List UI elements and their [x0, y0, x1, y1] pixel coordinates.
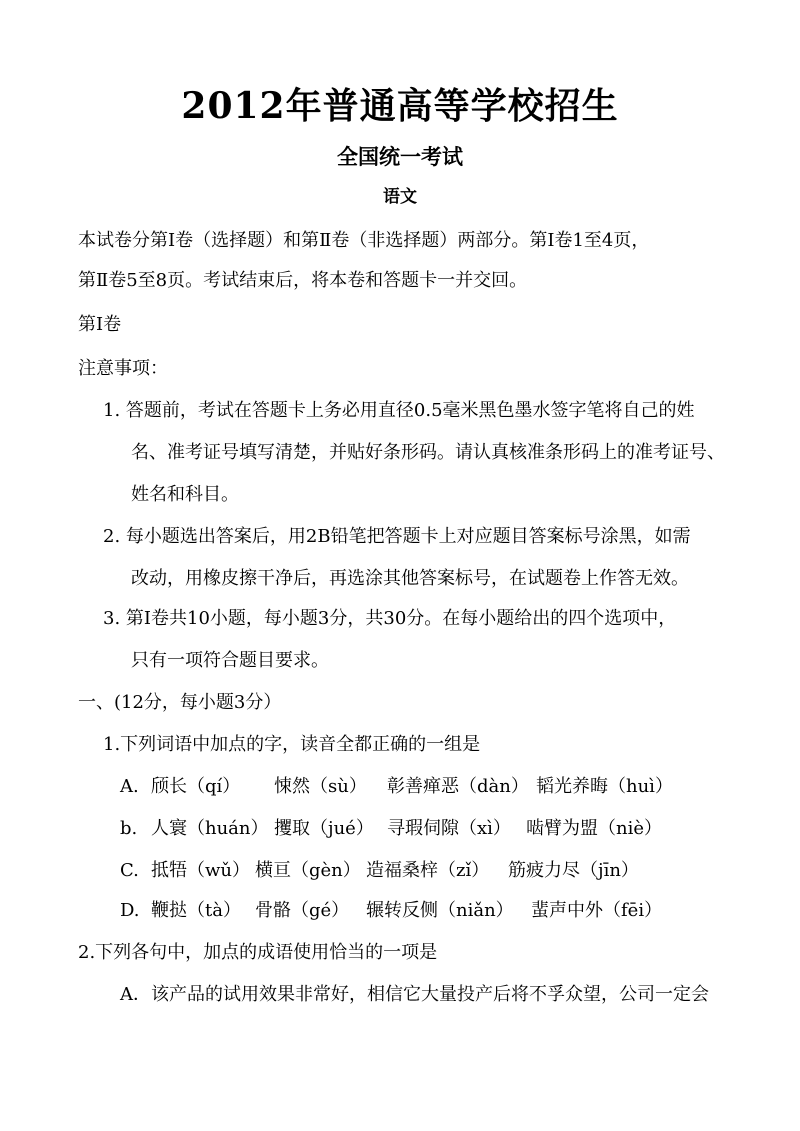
q1-option-c-item-4: 筋疲力尽（jīn） — [508, 860, 639, 881]
q1-option-c-item-3: 造福桑梓（zǐ） — [366, 860, 490, 881]
question-2-stem: 2.下列各句中，加点的成语使用恰当的一项是 — [78, 942, 438, 963]
note-1-line-3: 姓名和科目。 — [131, 484, 239, 505]
q1-option-b-item-4: 啮臂为盟（niè） — [526, 818, 663, 839]
q1-option-a-item-4: 韬光养晦（huì） — [536, 776, 673, 797]
part-label: 第Ⅰ卷 — [78, 314, 122, 335]
q1-option-a-label: A. — [120, 776, 139, 797]
note-2-line-1: 2. 每小题选出答案后，用2B铅笔把答题卡上对应题目答案标号涂黑，如需 — [103, 526, 691, 547]
q1-option-c-label: C. — [120, 860, 139, 881]
note-1-line-1: 1. 答题前，考试在答题卡上务必用直径0.5毫米黑色墨水签字笔将自己的姓 — [103, 400, 695, 421]
q1-option-b-item-1: 人寰（huán） — [151, 818, 269, 839]
q2-option-a: A．该产品的试用效果非常好，相信它大量投产后将不孚众望，公司一定会 — [120, 984, 709, 1005]
note-1-line-2: 名、准考证号填写清楚，并贴好条形码。请认真核准条形码上的准考证号、 — [131, 442, 725, 463]
q1-option-c-item-1: 抵牾（wǔ） — [151, 860, 250, 881]
intro-line-1: 本试卷分第Ⅰ卷（选择题）和第Ⅱ卷（非选择题）两部分。第Ⅰ卷1至4页， — [78, 230, 650, 251]
q1-option-d-item-4: 蜚声中外（fēi） — [531, 900, 663, 921]
q1-option-c-item-2: 横亘（gèn） — [255, 860, 361, 881]
section-1-heading: 一、(12分，每小题3分） — [78, 692, 282, 713]
q1-option-a-item-3: 彰善瘅恶（dàn） — [387, 776, 529, 797]
q1-option-d-item-3: 辗转反侧（niǎn） — [366, 900, 514, 921]
note-3-line-2: 只有一项符合题目要求。 — [131, 650, 329, 671]
notes-heading: 注意事项： — [78, 358, 168, 379]
q1-option-b-label: b. — [120, 818, 138, 839]
note-3-line-1: 3. 第Ⅰ卷共10小题，每小题3分，共30分。在每小题给出的四个选项中， — [103, 608, 677, 629]
q1-option-d-item-2: 骨骼（gé） — [255, 900, 350, 921]
document-title: 2012年普通高等学校招生 — [181, 85, 619, 127]
question-1-stem: 1.下列词语中加点的字，读音全都正确的一组是 — [103, 734, 481, 755]
q1-option-a-item-2: 悚然（sù） — [274, 776, 367, 797]
note-2-line-2: 改动，用橡皮擦干净后，再选涂其他答案标号，在试题卷上作答无效。 — [131, 568, 689, 589]
document-subtitle: 全国统一考试 — [337, 144, 463, 169]
q1-option-b-item-3: 寻瑕伺隙（xì） — [387, 818, 511, 839]
q1-option-d-label: D. — [120, 900, 140, 921]
subject-label: 语文 — [383, 187, 417, 207]
q1-option-a-item-1: 颀长（qí） — [151, 776, 241, 797]
q1-option-d-item-1: 鞭挞（tà） — [151, 900, 241, 921]
q1-option-b-item-2: 攫取（jué） — [274, 818, 374, 839]
intro-line-2: 第Ⅱ卷5至8页。考试结束后，将本卷和答题卡一并交回。 — [78, 270, 528, 291]
